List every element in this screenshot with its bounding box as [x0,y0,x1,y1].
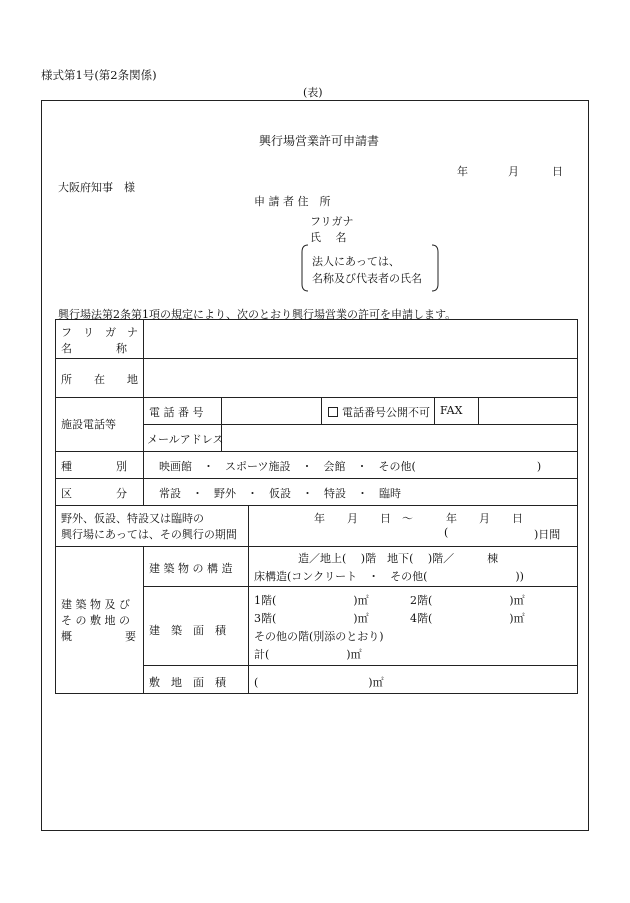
floor4-area[interactable]: 4階( )㎡ [410,612,525,625]
form-number: 様式第1号(第2条関係) [41,68,157,82]
site-area-label: 敷 地 面 積 [149,676,226,689]
overview-label-line3b: 要 [125,630,136,643]
phone-number-label: 電 話 番 号 [149,406,204,419]
overview-label-line2: そ の 敷 地 の [61,614,130,627]
other-floors: その他の階(別添のとおり) [254,630,384,643]
period-days-input[interactable] [452,524,530,540]
corporate-note-line1: 法人にあっては、 [312,255,400,268]
name-input[interactable] [146,322,574,356]
category-options[interactable]: 常設 ・ 野外 ・ 仮設 ・ 特設 ・ 臨時 [159,487,401,500]
floor2-area[interactable]: 2階( )㎡ [410,594,525,607]
addressee: 大阪府知事 様 [58,181,135,194]
fax-label: FAX [440,404,463,417]
overview-label-line1: 建 築 物 及 び [61,598,130,611]
period-dates[interactable]: 年 月 日 ～ 年 月 日 [314,512,523,525]
period-label-line2: 興行場にあっては、その興行の期間 [61,528,237,541]
floor1-area[interactable]: 1階( )㎡ [254,594,369,607]
total-area[interactable]: 計( )㎡ [254,648,362,661]
applicant-furigana-label: フリガナ [310,215,354,228]
location-input[interactable] [146,361,574,395]
type-label: 種 別 [61,460,127,473]
form-title: 興行場営業許可申請書 [259,134,380,148]
name-label: 名 称 [61,342,127,355]
period-days: )日間 [534,528,561,541]
facility-phone-label: 施設電話等 [61,418,116,431]
email-input[interactable] [224,427,574,449]
form-side-label: (表) [303,86,323,99]
site-area-value[interactable]: ( )㎡ [254,676,384,689]
phone-number-input[interactable] [224,400,318,422]
type-options[interactable]: 映画館 ・ スポーツ施設 ・ 会館 ・ その他( ) [159,460,542,473]
furigana-label: フ リ ガ ナ [61,326,138,339]
overview-label-line3a: 概 [61,630,72,643]
application-table [55,319,578,694]
fax-input[interactable] [481,400,575,422]
period-label-line1: 野外、仮設、特設又は臨時の [61,512,204,525]
category-label: 区 分 [61,487,127,500]
phone-private-label: 電話番号公開不可 [342,406,430,419]
date-year: 年 [457,165,468,178]
checkbox-icon [328,407,338,417]
location-label: 所 在 地 [61,373,138,386]
date-month: 月 [508,165,519,178]
building-area-label: 建 築 面 積 [149,624,226,637]
applicant-address-label: 申 請 者 住 所 [254,195,331,208]
phone-private-checkbox[interactable] [328,404,430,420]
intro-text: 興行場法第2条第1項の規定により、次のとおり興行場営業の許可を申請します。 [58,308,457,321]
period-open-paren: ( [444,526,449,539]
structure-label: 建 築 物 の 構 造 [149,562,233,575]
application-form [41,100,589,831]
structure-line2[interactable]: 床構造(コンクリート ・ その他( )) [254,570,524,583]
corporate-note-line2: 名称及び代表者の氏名 [312,272,422,285]
email-label: メールアドレス [147,433,224,446]
structure-line1[interactable]: 造／地上( )階 地下( )階／ 棟 [298,552,499,565]
applicant-name-label: 氏 名 [310,231,347,244]
floor3-area[interactable]: 3階( )㎡ [254,612,369,625]
date-day: 日 [552,165,563,178]
